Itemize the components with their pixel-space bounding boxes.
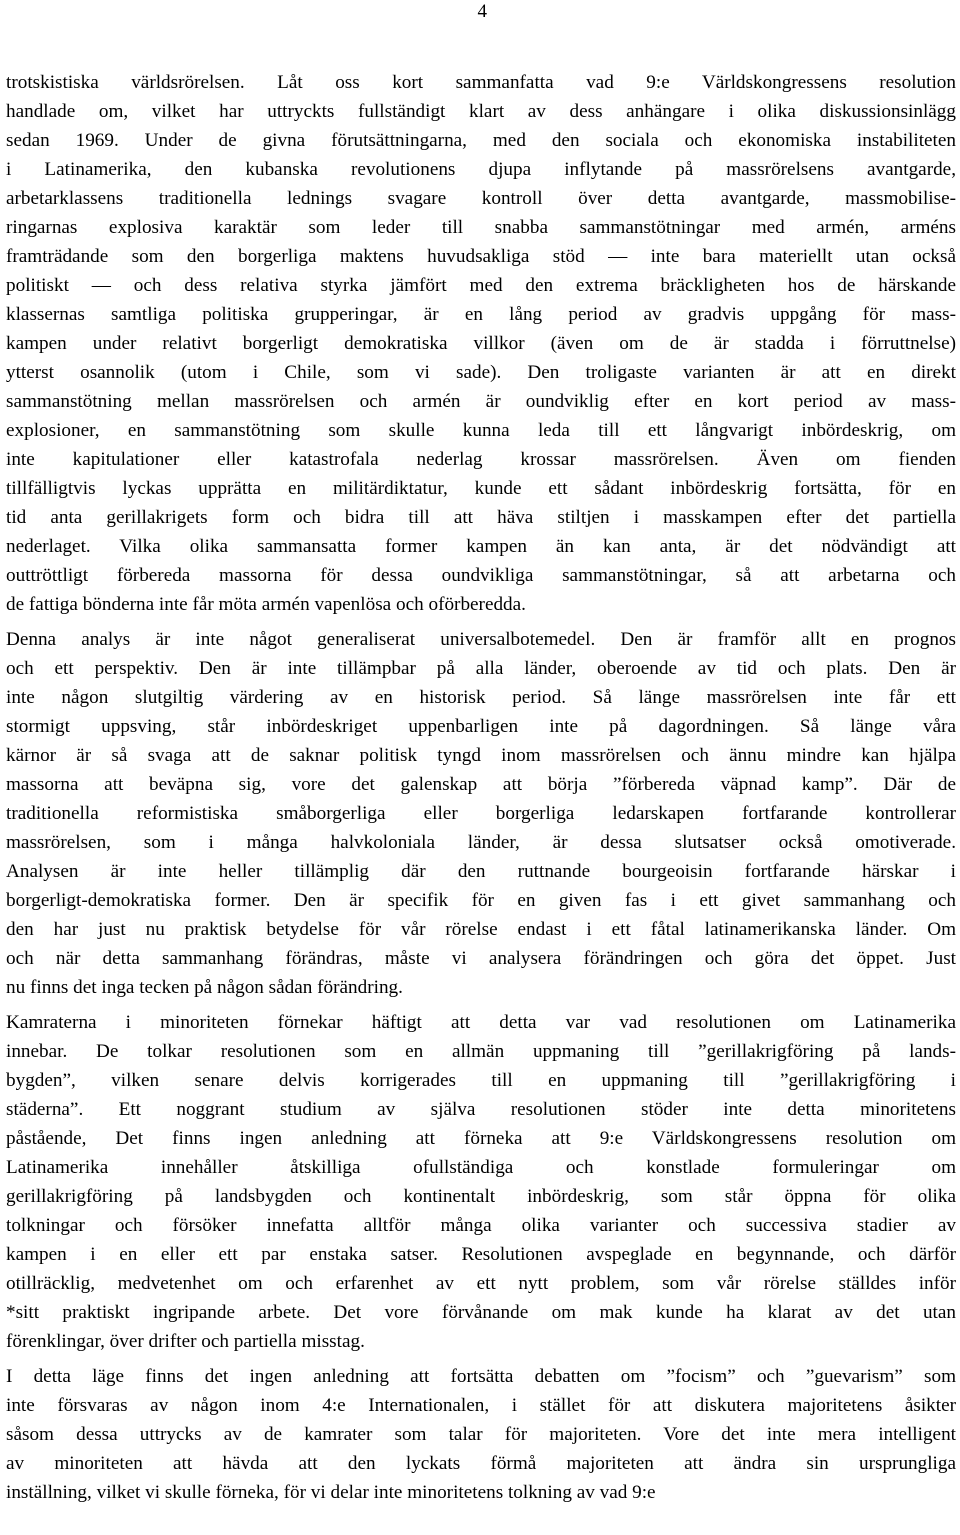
- page-number: 4: [477, 1, 487, 22]
- text-line: de fattiga bönderna inte får möta armén vapenlösa och oförberedda.: [6, 594, 526, 615]
- text-line: kampen under relativt borgerligt demokratiska villkor (även om de är stadda i förruttnelse): [6, 333, 956, 354]
- text-line: inte försvaras av någon inom 4:e Internationalen, i stället för att diskutera majoritetens åsikter: [6, 1395, 956, 1416]
- text-line: outtröttligt förbereda massorna för dessa oundvikliga sammanstötningar, så att arbetarna och: [6, 565, 956, 586]
- text-line: av minoriteten att hävda att den lyckats förmå majoriteten att ändra sin ursprungliga: [6, 1453, 956, 1474]
- text-line: tolkningar och försöker innefatta alltför många olika varianter och successiva stadier av: [6, 1215, 956, 1236]
- text-line: förenklingar, över drifter och partiella misstag.: [6, 1331, 365, 1352]
- text-line: den har just nu praktisk betydelse för vår rörelse endast i ett fåtal latinamerikanska länder. Om: [6, 919, 956, 940]
- text-line: såsom dessa uttrycks av de kamrater som talar för majoriteten. Vore det inte mera intelligent: [6, 1424, 956, 1445]
- text-line: inställning, vilket vi skulle förneka, för vi delar inte minoritetens tolkning av vad 9:e: [6, 1482, 656, 1503]
- text-line: Analysen är inte heller tillämplig där den ruttnande bourgeoisin fortfarande härskar i: [6, 861, 956, 882]
- text-line: *sitt praktiskt ingripande arbete. Det vore förvånande om mak kunde ha klarat av det utan: [6, 1302, 956, 1323]
- text-line: sammanstötning mellan massrörelsen och armén är oundviklig efter en kort period av mass-: [6, 391, 956, 412]
- paragraph-2: [6, 625, 956, 1002]
- text-line: Latinamerika innehåller åtskilliga ofullständiga och konstlade formuleringar om: [6, 1157, 956, 1178]
- text-line: och när detta sammanhang förändras, måste vi analysera förändringen och göra det öppet. Just: [6, 948, 956, 969]
- text-line: stormigt uppsving, står inbördeskriget uppenbarligen inte på dagordningen. Så länge våra: [6, 716, 956, 737]
- text-line: arbetarklassens traditionella lednings svagare kontroll över detta avantgarde, massmobilise-: [6, 188, 956, 209]
- text-line: inte kapitulationer eller katastrofala nederlag krossar massrörelsen. Även om fienden: [6, 449, 956, 470]
- text-line: framträdande som den borgerliga maktens huvudsakliga stöd — inte bara materiellt utan också: [6, 246, 956, 267]
- text-line: Denna analys är inte något generaliserat universalbotemedel. Den är framför allt en prognos: [6, 629, 956, 650]
- text-line: Kamraterna i minoriteten förnekar häftigt att detta var vad resolutionen om Latinamerika: [6, 1012, 956, 1033]
- paragraph-3: [6, 1008, 956, 1356]
- text-line: nederlaget. Vilka olika sammansatta former kampen än kan anta, är det nödvändigt att: [6, 536, 956, 557]
- text-line: kampen i en eller ett par enstaka satser. Resolutionen avspeglade en begynnande, och därför: [6, 1244, 956, 1265]
- paragraph-4: [6, 1362, 956, 1507]
- text-line: handlade om, vilket har uttryckts fullständigt klart av dess anhängare i olika diskussionsinlägg: [6, 101, 956, 122]
- text-line: tillfälligtvis lyckas upprätta en militärdiktatur, kunde ett sådant inbördeskrig fortsätta, för en: [6, 478, 956, 499]
- text-line: och ett perspektiv. Den är inte tillämpbar på alla länder, oberoende av tid och plats. Den är: [6, 658, 956, 679]
- text-line: sedan 1969. Under de givna förutsättningarna, med den sociala och ekonomiska instabiliteten: [6, 130, 956, 151]
- text-line: traditionella reformistiska småborgerliga eller borgerliga ledarskapen fortfarande kontrollerar: [6, 803, 956, 824]
- text-line: otillräcklig, medvetenhet om och erfarenhet av ett nytt problem, som vår rörelse ställdes inför: [6, 1273, 956, 1294]
- text-line: ringarnas explosiva karaktär som leder till snabba sammanstötningar med armén, arméns: [6, 217, 956, 238]
- text-line: I detta läge finns det ingen anledning att fortsätta debatten om ”focism” och ”guevarism” som: [6, 1366, 956, 1387]
- text-line: påstående, Det finns ingen anledning att förneka att 9:e Världskongressens resolution om: [6, 1128, 956, 1149]
- paragraph-1: [6, 68, 956, 619]
- text-line: ytterst osannolik (utom i Chile, som vi sade). Den troligaste varianten är att en direkt: [6, 362, 956, 383]
- text-line: tid anta gerillakrigets form och bidra till att häva stiltjen i masskampen efter det partiella: [6, 507, 956, 528]
- text-line: gerillakrigföring på landsbygden och kontinentalt inbördeskrig, som står öppna för olika: [6, 1186, 956, 1207]
- text-line: explosioner, en sammanstötning som skulle kunna leda till ett långvarigt inbördeskrig, om: [6, 420, 956, 441]
- text-line: borgerligt-demokratiska former. Den är specifik för en given fas i ett givet sammanhang och: [6, 890, 956, 911]
- text-line: nu finns det inga tecken på någon sådan förändring.: [6, 977, 403, 998]
- text-line: städerna”. Ett noggrant studium av själva resolutionen stöder inte detta minoritetens: [6, 1099, 956, 1120]
- document-body: [6, 68, 956, 1507]
- text-line: massrörelsen, som i många halvkoloniala länder, är dessa slutsatser också omotiverade.: [6, 832, 956, 853]
- text-line: innebar. De tolkar resolutionen som en allmän uppmaning till ”gerillakrigföring på lands-: [6, 1041, 956, 1062]
- text-line: kärnor är så svaga att de saknar politisk tyngd inom massrörelsen och ännu mindre kan hjälpa: [6, 745, 956, 766]
- text-line: bygden”, vilken senare delvis korrigerades till en uppmaning till ”gerillakrigföring i: [6, 1070, 956, 1091]
- text-line: trotskistiska världsrörelsen. Låt oss kort sammanfatta vad 9:e Världskongressens resolution: [6, 72, 956, 93]
- text-line: politiskt — och dess relativa styrka jämfört med den extrema bräckligheten hos de härskande: [6, 275, 956, 296]
- text-line: inte någon slutgiltig värdering av en historisk period. Så länge massrörelsen inte får ett: [6, 687, 956, 708]
- text-line: i Latinamerika, den kubanska revolutionens djupa inflytande på massrörelsens avantgarde,: [6, 159, 956, 180]
- text-line: massorna att beväpna sig, vore det galenskap att börja ”förbereda väpnad kamp”. Där de: [6, 774, 956, 795]
- text-line: klassernas samtliga politiska grupperingar, är en lång period av gradvis uppgång för mass-: [6, 304, 956, 325]
